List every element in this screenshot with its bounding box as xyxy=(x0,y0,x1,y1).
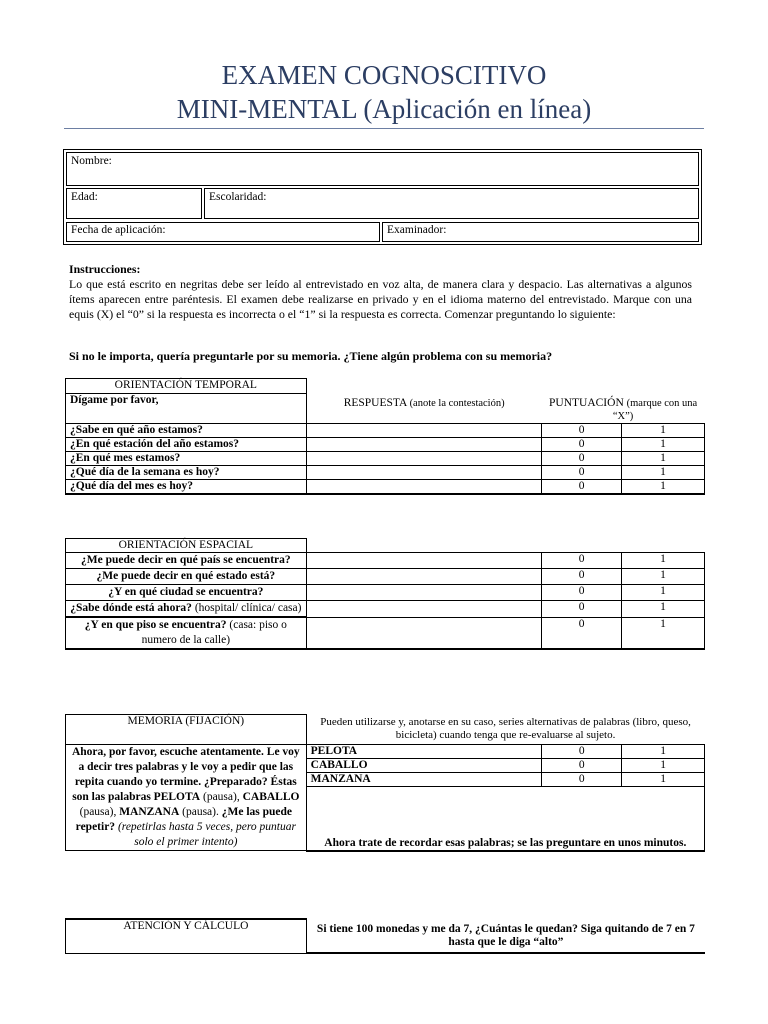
question-text: ¿Sabe en qué año estamos? xyxy=(66,424,307,438)
title-divider xyxy=(64,128,704,129)
table-row xyxy=(66,617,705,649)
score-1-cell[interactable]: 1 xyxy=(622,585,705,601)
score-1-cell[interactable]: 1 xyxy=(622,424,705,438)
memory-question: Si no le importa, quería preguntarle por su memoria. ¿Tiene algún problema con su memoria? xyxy=(69,349,553,363)
table-row xyxy=(66,601,705,618)
question-text: ¿Sabe dónde está ahora? (hospital/ clínica/ casa) xyxy=(66,601,307,618)
memoria-table xyxy=(65,714,705,852)
orientacion-espacial-table xyxy=(65,538,705,650)
question-text: ¿Qué día de la semana es hoy? xyxy=(66,466,307,480)
title-line-1: EXAMEN COGNOSCITIVO xyxy=(221,60,547,90)
answer-cell[interactable] xyxy=(306,601,542,618)
question-text: ¿En qué estación del año estamos? xyxy=(66,438,307,452)
table-row xyxy=(66,585,705,601)
atencion-header: ATENCIÓN Y CÁLCULO xyxy=(66,919,307,953)
table-row xyxy=(66,480,705,495)
respuesta-header: RESPUESTA (anote la contestación) xyxy=(343,397,505,410)
answer-cell[interactable] xyxy=(306,553,542,569)
score-0-cell[interactable]: 0 xyxy=(542,617,622,649)
score-1-cell[interactable]: 1 xyxy=(622,601,705,618)
score-1-cell[interactable]: 1 xyxy=(622,452,705,466)
question-text: ¿Qué día del mes es hoy? xyxy=(66,480,307,495)
table-row xyxy=(66,553,705,569)
score-1-cell[interactable]: 1 xyxy=(622,466,705,480)
score-1-cell[interactable]: 1 xyxy=(622,553,705,569)
score-0-cell[interactable]: 0 xyxy=(542,601,622,618)
nombre-field[interactable] xyxy=(66,152,699,186)
table-row xyxy=(66,569,705,585)
memoria-note: Pueden utilizarse y, anotarse en su caso, series alternativas de palabras (libro, queso, bicicleta) cuando tenga que re-evaluarse al sujeto. xyxy=(320,716,691,742)
orientacion-espacial-header: ORIENTACIÓN ESPACIAL xyxy=(66,539,307,553)
score-0-cell[interactable]: 0 xyxy=(542,553,622,569)
orientacion-temporal-header: ORIENTACIÓN TEMPORAL xyxy=(66,379,307,394)
question-text: ¿Me puede decir en qué estado está? xyxy=(66,569,307,585)
score-0-cell[interactable]: 0 xyxy=(542,452,622,466)
score-1-cell[interactable]: 1 xyxy=(622,617,705,649)
answer-cell[interactable] xyxy=(306,438,542,452)
question-text: ¿Me puede decir en qué país se encuentra? xyxy=(66,553,307,569)
answer-cell[interactable] xyxy=(306,569,542,585)
table-row xyxy=(66,466,705,480)
score-1-cell[interactable]: 1 xyxy=(622,480,705,495)
word-1: PELOTA xyxy=(306,745,542,759)
answer-cell[interactable] xyxy=(306,424,542,438)
table-row xyxy=(66,452,705,466)
orientacion-temporal-lead: Dígame por favor, xyxy=(66,394,307,424)
fecha-field[interactable] xyxy=(66,222,380,242)
orientacion-temporal-table xyxy=(65,378,705,495)
word-2: CABALLO xyxy=(306,759,542,773)
answer-cell[interactable] xyxy=(306,585,542,601)
nombre-label: Nombre: xyxy=(71,155,112,167)
atencion-text: Si tiene 100 monedas y me da 7, ¿Cuántas le quedan? Siga quitando de 7 en 7 hasta que le diga “alto” xyxy=(306,919,705,953)
memoria-instructions: Ahora, por favor, escuche atentamente. Le voy a decir tres palabras y le voy a pedir que las repita cuando yo termine. ¿Preparado? Éstas son las palabras PELOTA (pausa), CABALLO (pausa), MANZANA (pausa). ¿Me las puede repetir? (repetirlas hasta 5 veces, pero puntuar solo el primer intento) xyxy=(66,745,307,851)
question-text: ¿En qué mes estamos? xyxy=(66,452,307,466)
word-3-score-0[interactable]: 0 xyxy=(542,773,622,787)
memoria-header: MEMORIA (FIJACIÓN) xyxy=(66,715,307,745)
score-0-cell[interactable]: 0 xyxy=(542,438,622,452)
escolaridad-field[interactable] xyxy=(204,188,699,219)
score-0-cell[interactable]: 0 xyxy=(542,466,622,480)
atencion-table xyxy=(65,918,705,954)
question-text: ¿Y en que piso se encuentra? (casa: piso o numero de la calle) xyxy=(66,617,307,649)
word-2-score-1[interactable]: 1 xyxy=(622,759,705,773)
score-0-cell[interactable]: 0 xyxy=(542,569,622,585)
fecha-label: Fecha de aplicación: xyxy=(71,224,166,236)
answer-cell[interactable] xyxy=(306,466,542,480)
word-3: MANZANA xyxy=(306,773,542,787)
table-row xyxy=(66,438,705,452)
puntuacion-header: PUNTUACIÓN (marque con una “X”) xyxy=(549,397,698,422)
instructions-body: Lo que está escrito en negritas debe ser leído al entrevistado en voz alta, de manera clara y despacio. Las alternativas a algunos ítems aparecen entre paréntesis. El examen debe realizarse en privado y en el idioma materno del entrevistado. Marque con una equis (X) el “0” si la respuesta es incorrecta o el “1” si la respuesta es correcta. Comenzar preguntando lo siguiente: xyxy=(69,277,692,321)
table-row xyxy=(66,424,705,438)
memoria-recall: Ahora trate de recordar esas palabras; se las preguntare en unos minutos. xyxy=(306,817,704,851)
question-text: ¿Y en qué ciudad se encuentra? xyxy=(66,585,307,601)
score-0-cell[interactable]: 0 xyxy=(542,424,622,438)
answer-cell[interactable] xyxy=(306,480,542,495)
word-2-score-0[interactable]: 0 xyxy=(542,759,622,773)
instructions-heading: Instrucciones: xyxy=(69,262,141,276)
examinador-label: Examinador: xyxy=(387,224,447,236)
score-0-cell[interactable]: 0 xyxy=(542,480,622,495)
word-1-score-0[interactable]: 0 xyxy=(542,745,622,759)
escolaridad-label: Escolaridad: xyxy=(209,191,267,203)
instructions xyxy=(69,262,692,322)
score-1-cell[interactable]: 1 xyxy=(622,569,705,585)
word-1-score-1[interactable]: 1 xyxy=(622,745,705,759)
edad-field[interactable] xyxy=(66,188,202,219)
word-3-score-1[interactable]: 1 xyxy=(622,773,705,787)
answer-cell[interactable] xyxy=(306,452,542,466)
score-0-cell[interactable]: 0 xyxy=(542,585,622,601)
score-1-cell[interactable]: 1 xyxy=(622,438,705,452)
examinador-field[interactable] xyxy=(382,222,699,242)
answer-cell[interactable] xyxy=(306,617,542,649)
title-line-2: MINI-MENTAL (Aplicación en línea) xyxy=(176,94,592,124)
edad-label: Edad: xyxy=(71,191,98,203)
